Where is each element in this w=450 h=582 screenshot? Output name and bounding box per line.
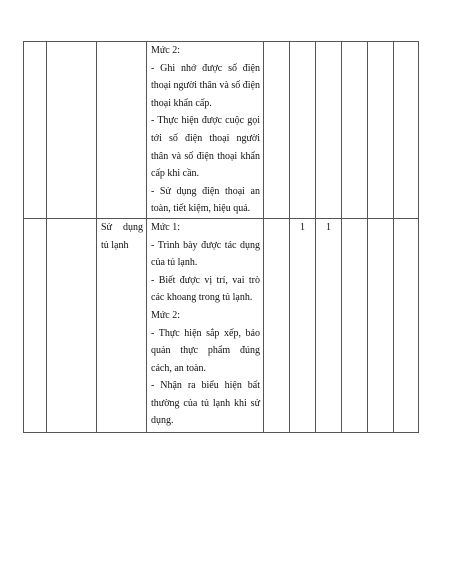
requirement-item: - Sử dụng điện thoại an toàn, tiết kiệm, hiệu quả.: [151, 185, 260, 215]
level-heading: Mức 1:: [151, 221, 181, 233]
requirement-item: - Trình bày được tác dụng của tủ lạnh.: [151, 239, 260, 269]
requirement-item: - Nhận ra biểu hiện bất thường của tủ lạnh khi sử dụng.: [151, 380, 260, 427]
requirement-item: - Ghi nhớ được số điện thoại người thân và số điện thoại khẩn cấp.: [151, 62, 260, 109]
theme-cell: [47, 42, 97, 219]
stt-cell: [24, 218, 47, 432]
count-cell: [264, 42, 290, 219]
topic-cell: [97, 42, 147, 219]
count-cell: [290, 42, 316, 219]
count-cell: 1: [316, 218, 342, 432]
assessment-matrix-table: [23, 41, 419, 433]
count-cell: [394, 42, 419, 219]
theme-cell: [47, 218, 97, 432]
requirement-item: - Thực hiện được cuộc gọi tới số điện thoại người thân và số điện thoại khẩn cấp khi cần.: [151, 115, 260, 180]
topic-cell: [97, 218, 147, 432]
requirement-item: - Thực hiện sắp xếp, bảo quản thực phẩm đúng cách, an toàn.: [151, 327, 260, 374]
count-cell: [342, 218, 368, 432]
requirement-cell: [147, 218, 264, 432]
count-cell: [368, 42, 394, 219]
stt-cell: [24, 42, 47, 219]
requirement-cell: [147, 42, 264, 219]
count-cell: [316, 42, 342, 219]
table-row: [24, 42, 419, 219]
count-cell: [264, 218, 290, 432]
topic-label-line: Sử dụng: [101, 221, 143, 233]
count-cell: [342, 42, 368, 219]
requirement-item: - Biết được vị trí, vai trò các khoang trong tủ lạnh.: [151, 274, 260, 304]
level-heading: Mức 2:: [151, 309, 181, 321]
count-cell: 1: [290, 218, 316, 432]
count-cell: [394, 218, 419, 432]
level-heading: Mức 2:: [151, 45, 181, 56]
topic-label-line: tủ lạnh: [101, 239, 129, 251]
table-row: [24, 218, 419, 432]
count-cell: [368, 218, 394, 432]
